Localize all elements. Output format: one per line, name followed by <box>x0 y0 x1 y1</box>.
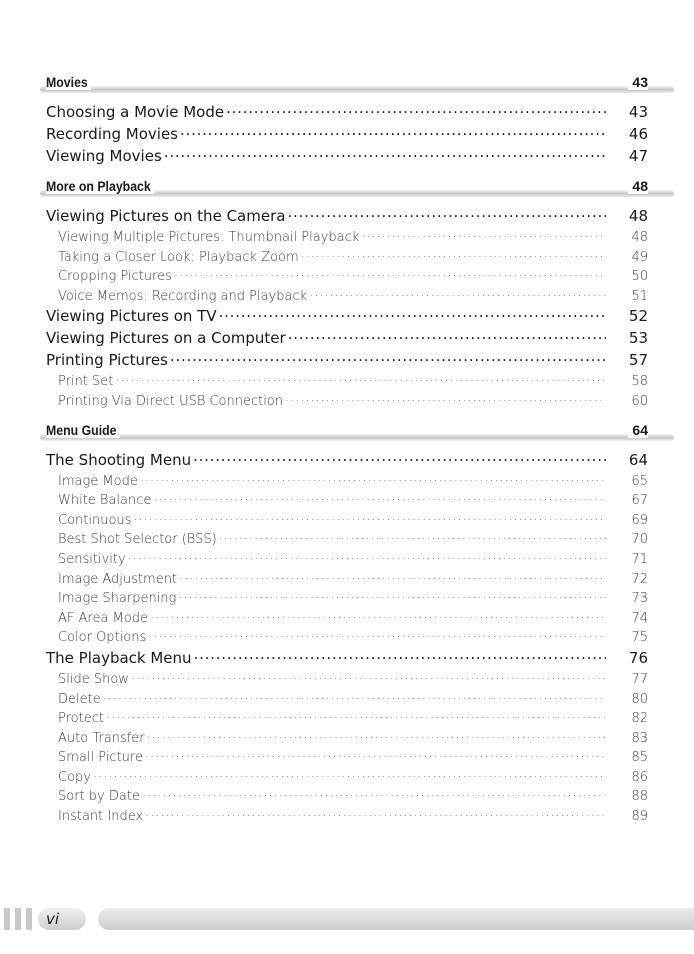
toc-entry[interactable] <box>46 124 648 146</box>
entry-page-number: 73 <box>631 591 648 607</box>
entry-page-number: 75 <box>631 630 648 646</box>
section-heading-bar <box>40 434 674 441</box>
dot-leader <box>219 530 606 543</box>
entry-page-number: 83 <box>631 730 648 746</box>
toc-subentry[interactable] <box>46 628 648 648</box>
entry-page-number: 53 <box>628 329 648 348</box>
toc-subentry[interactable] <box>46 248 648 268</box>
entry-label: Viewing Pictures on TV <box>46 307 217 326</box>
dot-leader <box>193 450 606 465</box>
section-entry-list <box>46 200 648 414</box>
entry-page-number: 76 <box>628 648 648 667</box>
entry-label: White Balance <box>58 493 152 509</box>
entry-page-number: 64 <box>628 450 648 469</box>
dot-leader <box>219 306 606 321</box>
entry-page-number: 47 <box>628 147 648 165</box>
entry-page-number: 51 <box>631 288 648 304</box>
entry-label: Continuous <box>58 512 132 528</box>
entry-label: Print Set <box>58 374 114 390</box>
entry-page-number: 65 <box>631 473 648 489</box>
dot-leader <box>133 511 606 524</box>
entry-label: The Playback Menu <box>46 648 192 667</box>
entry-label: Small Picture <box>58 750 143 766</box>
dot-leader <box>145 748 606 761</box>
toc-entry[interactable] <box>46 648 648 670</box>
dot-leader <box>287 206 606 221</box>
entry-page-number: 89 <box>631 809 648 825</box>
toc-subentry[interactable] <box>46 550 648 570</box>
dot-leader <box>103 690 606 703</box>
toc-subentry[interactable] <box>46 228 648 248</box>
entry-page-number: 70 <box>631 532 648 548</box>
entry-page-number: 48 <box>631 230 648 245</box>
entry-label: Delete <box>58 691 101 707</box>
entry-label: Viewing Multiple Pictures: Thumbnail Playback <box>58 230 360 245</box>
dot-leader <box>226 102 606 117</box>
section-heading[interactable] <box>46 418 648 444</box>
section-heading-bar <box>40 86 674 93</box>
dot-leader <box>128 550 606 563</box>
entry-label: Image Mode <box>58 473 138 489</box>
entry-label: Best Shot Selector (BSS) <box>58 532 217 548</box>
footer-tick-mark <box>4 908 10 930</box>
entry-page-number: 77 <box>631 671 648 687</box>
entry-label: Viewing Movies <box>46 147 162 165</box>
toc-subentry[interactable] <box>46 287 648 307</box>
entry-page-number: 58 <box>631 374 648 390</box>
section-page-number: 43 <box>628 74 648 90</box>
entry-page-number: 46 <box>628 125 648 143</box>
entry-label: Color Options <box>58 630 147 646</box>
toc-subentry[interactable] <box>46 392 648 412</box>
toc-subentry[interactable] <box>46 690 648 710</box>
dot-leader <box>179 570 606 583</box>
entry-page-number: 88 <box>631 789 648 805</box>
section-heading[interactable] <box>46 174 648 200</box>
toc-entry[interactable] <box>46 350 648 372</box>
footer-tick-mark <box>26 908 32 930</box>
entry-page-number: 82 <box>631 711 648 727</box>
entry-page-number: 80 <box>631 691 648 707</box>
dot-leader <box>301 248 606 261</box>
entry-page-number: 69 <box>631 512 648 528</box>
dot-leader <box>115 372 606 385</box>
toc-subentry[interactable] <box>46 670 648 690</box>
section-page-number: 64 <box>628 422 648 438</box>
dot-leader <box>170 350 606 365</box>
toc-subentry[interactable] <box>46 511 648 531</box>
entry-page-number: 43 <box>628 103 648 121</box>
entry-label: Voice Memos: Recording and Playback <box>58 288 308 304</box>
toc-subentry[interactable] <box>46 709 648 729</box>
entry-page-number: 52 <box>628 307 648 326</box>
entry-page-number: 60 <box>631 393 648 409</box>
toc-entry[interactable] <box>46 146 648 168</box>
toc-subentry[interactable] <box>46 589 648 609</box>
toc-entry[interactable] <box>46 102 648 124</box>
toc-entry[interactable] <box>46 328 648 350</box>
toc-subentry[interactable] <box>46 768 648 788</box>
section-heading[interactable] <box>46 70 648 96</box>
entry-page-number: 48 <box>628 207 648 225</box>
section-entry-list <box>46 444 648 829</box>
section-entry-list <box>46 96 648 170</box>
entry-label: AF Area Mode <box>58 610 148 626</box>
page-footer <box>0 906 694 932</box>
entry-label: Viewing Pictures on a Computer <box>46 329 286 348</box>
dot-leader <box>164 146 606 161</box>
dot-leader <box>361 228 606 241</box>
dot-leader <box>93 768 606 781</box>
toc-subentry[interactable] <box>46 609 648 629</box>
entry-label: Protect <box>58 711 104 727</box>
dot-leader <box>309 287 606 300</box>
entry-label: Copy <box>58 769 91 785</box>
entry-label: Auto Transfer <box>58 730 145 746</box>
entry-label: Printing Via Direct USB Connection <box>58 393 284 409</box>
footer-bar <box>98 908 694 930</box>
dot-leader <box>106 709 606 722</box>
toc-subentry[interactable] <box>46 530 648 550</box>
entry-page-number: 86 <box>631 769 648 785</box>
entry-label: Image Adjustment <box>58 571 178 587</box>
entry-page-number: 50 <box>631 269 648 285</box>
dot-leader <box>180 124 606 139</box>
toc-subentry[interactable] <box>46 787 648 807</box>
entry-label: Image Sharpening <box>58 591 177 607</box>
toc-subentry[interactable] <box>46 372 648 392</box>
dot-leader <box>153 491 606 504</box>
section-title: Movies <box>46 74 91 90</box>
entry-label: Instant Index <box>58 809 144 825</box>
entry-label: Recording Movies <box>46 125 178 143</box>
entry-page-number: 71 <box>631 551 648 567</box>
footer-tick-mark <box>15 908 21 930</box>
dot-leader <box>131 670 606 683</box>
entry-label: The Shooting Menu <box>46 450 192 469</box>
entry-page-number: 49 <box>631 249 648 265</box>
toc-subentry[interactable] <box>46 570 648 590</box>
section-title: More on Playback <box>46 178 154 194</box>
dot-leader <box>285 392 606 405</box>
toc-subentry[interactable] <box>46 729 648 749</box>
toc-subentry[interactable] <box>46 491 648 511</box>
dot-leader <box>174 267 606 280</box>
toc-subentry[interactable] <box>46 472 648 492</box>
dot-leader <box>147 729 606 742</box>
page-number: vi <box>46 910 60 928</box>
entry-page-number: 74 <box>631 610 648 626</box>
entry-label: Sort by Date <box>58 789 140 805</box>
entry-label: Sensitivity <box>58 551 126 567</box>
entry-page-number: 72 <box>631 571 648 587</box>
toc-subentry[interactable] <box>46 748 648 768</box>
entry-label: Slide Show <box>58 671 129 687</box>
toc-subentry[interactable] <box>46 807 648 827</box>
entry-page-number: 85 <box>631 750 648 766</box>
entry-label: Viewing Pictures on the Camera <box>46 207 286 225</box>
entry-page-number: 57 <box>628 351 648 370</box>
dot-leader <box>150 609 606 622</box>
entry-label: Cropping Pictures <box>58 269 172 285</box>
entry-label: Choosing a Movie Mode <box>46 103 225 121</box>
entry-label: Taking a Closer Look: Playback Zoom <box>58 249 299 265</box>
dot-leader <box>140 472 606 485</box>
table-of-contents <box>46 70 648 829</box>
dot-leader <box>194 648 606 663</box>
dot-leader <box>142 787 606 800</box>
section-title: Menu Guide <box>46 422 120 438</box>
toc-entry[interactable] <box>46 206 648 228</box>
dot-leader <box>148 628 606 641</box>
toc-subentry[interactable] <box>46 267 648 287</box>
entry-page-number: 67 <box>631 493 648 509</box>
section-page-number: 48 <box>628 178 648 194</box>
entry-label: Printing Pictures <box>46 351 168 370</box>
toc-entry[interactable] <box>46 450 648 472</box>
toc-entry[interactable] <box>46 306 648 328</box>
dot-leader <box>178 589 606 602</box>
dot-leader <box>145 807 606 820</box>
dot-leader <box>288 328 606 343</box>
